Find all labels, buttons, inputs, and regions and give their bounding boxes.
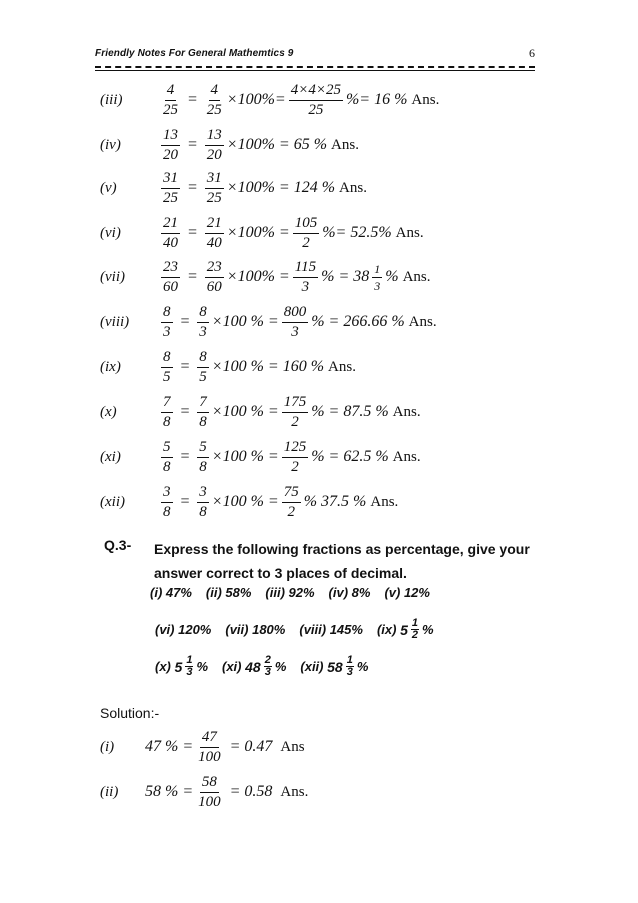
numerator: 1 [374,261,381,276]
numerator: 23 [205,260,224,278]
denominator: 25 [206,101,222,118]
row-label: (vii) [100,269,125,285]
numerator: 105 [293,216,320,234]
row-equation [158,78,439,122]
denominator: 60 [163,278,178,295]
row-label: (ii) [100,784,119,800]
denominator: 40 [163,234,178,251]
q3-options-line-1 [150,585,444,600]
row-equation [158,211,424,255]
solution-row [100,480,550,524]
denominator: 2 [411,629,418,641]
numerator: 3 [197,485,209,503]
result: = 0.58 [229,783,273,800]
numerator: 13 [205,128,224,146]
page-number: 6 [529,46,535,60]
mixed-whole: 58 [327,658,343,675]
row-equation [158,480,398,524]
mixed-fraction [185,655,193,678]
numerator: 7 [197,395,209,413]
percent-sign: % [196,659,208,674]
answer-tag: Ans. [411,91,440,108]
denominator: 8 [199,503,207,520]
multiply-expression: ×100 % = [211,313,279,330]
row-label: (xi) [100,449,121,465]
fraction [197,350,209,385]
denominator: 2 [302,234,310,251]
header-rule-thin [95,70,535,71]
fraction [161,128,180,163]
denominator: 8 [163,503,171,520]
result-suffix: % [385,268,399,285]
result: = 0.47 [229,738,273,755]
denominator: 25 [163,101,178,118]
fraction [161,440,173,475]
q3-option: (viii) 145% [299,622,363,637]
fraction [161,350,173,385]
q3-option-mixed [222,655,286,678]
q3-options-line-2 [155,618,448,641]
result: % = 87.5 % [311,403,389,420]
q3-option: (ii) 58% [205,585,252,600]
numerator: 800 [282,305,309,323]
solution-row [100,725,550,769]
question-number: Q.3- [104,537,132,553]
fraction [282,395,309,430]
denominator: 25 [163,189,178,206]
numerator: 47 [200,730,219,748]
equals-sign: = [187,136,198,153]
equals-sign: = [187,91,198,108]
numerator: 7 [161,395,173,413]
denominator: 3 [199,323,207,340]
q3-option-mixed [377,618,434,641]
equals-sign: = [179,313,191,330]
header-rule [95,66,535,68]
fraction [197,395,209,430]
numerator: 4 [209,83,221,101]
q3-options-line-3 [155,655,382,678]
numerator: 125 [282,440,309,458]
row-equation [158,435,421,479]
numerator: 21 [161,216,180,234]
fraction [205,171,224,206]
fraction [197,305,209,340]
q3-option: (i) 47% [150,585,192,600]
answer-tag: Ans. [280,783,309,800]
fraction [161,260,180,295]
denominator: 8 [199,458,207,475]
page-header [95,44,535,64]
fraction [197,440,209,475]
fraction [282,305,309,340]
percent-sign: % [356,659,369,674]
numerator: 8 [197,350,209,368]
denominator: 20 [163,146,178,163]
denominator: 2 [291,458,299,475]
denominator: 3 [301,278,310,295]
equals-sign: = [179,493,191,510]
fraction [161,485,173,520]
fraction [197,485,209,520]
q3-option: (iii) 92% [265,585,315,600]
numerator: 115 [293,260,318,278]
numerator: 23 [161,260,180,278]
multiply-expression: ×100% = 65 % [226,136,328,153]
denominator: 3 [264,666,271,678]
row-label: (vi) [100,225,121,241]
row-label: (iv) [100,137,121,153]
result: % 37.5 % [303,493,367,510]
fraction [161,171,180,206]
solution-row [100,166,550,210]
equals-sign: = [179,403,191,420]
numerator: 8 [161,350,173,368]
denominator: 3 [374,278,381,293]
numerator: 5 [197,440,209,458]
result: %= 52.5% [322,224,392,241]
solution-row [100,211,550,255]
numerator: 2 [264,654,271,666]
q3-option: (iv) 8% [328,585,371,600]
solution-row [100,435,550,479]
fraction [282,485,301,520]
numerator: 4 [165,83,177,101]
multiply-expression: ×100% = [226,224,290,241]
solution-row [100,255,550,299]
denominator: 20 [206,146,222,163]
equals-sign: = [179,358,191,375]
solution-heading: Solution:- [100,705,160,721]
equals-sign: = [179,448,191,465]
denominator: 3 [291,323,299,340]
numerator: 3 [161,485,173,503]
answer-tag: Ans. [392,403,421,420]
result: % = 38 [321,268,370,285]
fraction [161,305,173,340]
question-text: Express the following fractions as percentage, give your answer correct to 3 places of decimal. [154,541,530,581]
denominator: 3 [186,666,193,678]
fraction [282,440,309,475]
equals-sign: = [187,268,198,285]
answer-tag: Ans. [402,268,431,285]
denominator: 2 [291,413,299,430]
denominator: 25 [206,189,222,206]
numerator: 58 [200,775,219,793]
solution-row [100,123,550,167]
option-label: (xi) [222,659,242,674]
fraction [293,216,320,251]
q3-option-mixed [300,655,368,678]
solution-row [100,300,550,344]
row-equation [158,345,356,389]
fraction [205,216,224,251]
fraction [196,730,223,765]
answer-tag: Ans. [331,136,359,153]
numerator: 1 [346,654,353,666]
numerator: 5 [161,440,173,458]
row-equation [145,770,308,814]
answer-tag: Ans. [339,179,367,196]
answer-tag: Ans. [328,358,356,375]
percent-sign: % [274,659,287,674]
q3-option: (vii) 180% [225,622,286,637]
option-label: (xii) [300,659,324,674]
numerator: 4×4×25 [289,83,343,101]
answer-tag: Ans [280,738,305,755]
fraction [161,395,173,430]
mixed-number [369,263,385,292]
result: %= 16 % [345,91,408,108]
result: % = 266.66 % [311,313,405,330]
denominator: 25 [308,101,324,118]
multiply-expression: ×100%= [226,91,286,108]
mixed-fraction [346,655,354,678]
equals-sign: = [187,224,198,241]
equals-sign: = [187,179,198,196]
q3-option-mixed [155,655,208,678]
solution-row [100,345,550,389]
numerator: 21 [205,216,224,234]
fraction [205,83,224,118]
fraction [205,260,224,295]
solution-row [100,770,550,814]
numerator: 75 [282,485,301,503]
row-label: (ix) [100,359,121,375]
mixed-whole: 5 [174,658,183,675]
fraction [205,128,224,163]
fraction [289,83,343,118]
denominator: 2 [287,503,295,520]
row-equation [145,725,305,769]
row-equation [158,300,437,344]
row-label: (viii) [100,314,130,330]
lhs: 47 % = [145,738,194,755]
answer-tag: Ans. [370,493,399,510]
denominator: 8 [163,458,171,475]
solution-row [100,78,550,122]
denominator: 100 [198,748,221,765]
denominator: 60 [206,278,222,295]
numerator: 1 [411,617,418,629]
multiply-expression: ×100% = [226,268,290,285]
numerator: 175 [282,395,309,413]
denominator: 8 [163,413,171,430]
q3-option: (v) 12% [384,585,430,600]
result: % = 62.5 % [311,448,389,465]
row-equation [158,255,430,299]
numerator: 8 [161,305,173,323]
denominator: 8 [199,413,207,430]
multiply-expression: ×100% = 124 % [226,179,336,196]
denominator: 40 [206,234,222,251]
fraction [372,263,382,292]
row-label: (v) [100,180,117,196]
denominator: 5 [163,368,171,385]
row-label: (i) [100,739,115,755]
row-label: (xii) [100,494,125,510]
multiply-expression: ×100 % = [211,448,279,465]
fraction [293,260,318,295]
q3-option: (vi) 120% [155,622,212,637]
denominator: 3 [163,323,171,340]
row-equation [158,166,367,210]
solution-row [100,390,550,434]
numerator: 8 [197,305,209,323]
mixed-fraction [411,618,419,641]
fraction [196,775,223,810]
denominator: 100 [198,793,221,810]
numerator: 1 [186,654,193,666]
answer-tag: Ans. [408,313,437,330]
fraction [161,83,180,118]
answer-tag: Ans. [392,448,421,465]
row-equation [158,123,359,167]
row-label: (x) [100,404,117,420]
numerator: 31 [161,171,180,189]
answer-tag: Ans. [395,224,424,241]
multiply-expression: ×100 % = [211,493,279,510]
multiply-expression: ×100 % = [211,403,279,420]
row-equation [158,390,421,434]
multiply-expression: ×100 % = 160 % [211,358,325,375]
option-label: (ix) [376,622,397,637]
mixed-whole: 5 [400,621,408,638]
book-title: Friendly Notes For General Mathemtics 9 [95,48,294,59]
numerator: 13 [161,128,180,146]
mixed-fraction [264,655,272,678]
row-label: (iii) [100,92,123,108]
denominator: 3 [346,666,353,678]
fraction [161,216,180,251]
percent-sign: % [422,622,434,637]
mixed-whole: 48 [245,658,261,675]
numerator: 31 [205,171,224,189]
lhs: 58 % = [145,783,194,800]
option-label: (x) [155,659,171,674]
denominator: 5 [199,368,207,385]
